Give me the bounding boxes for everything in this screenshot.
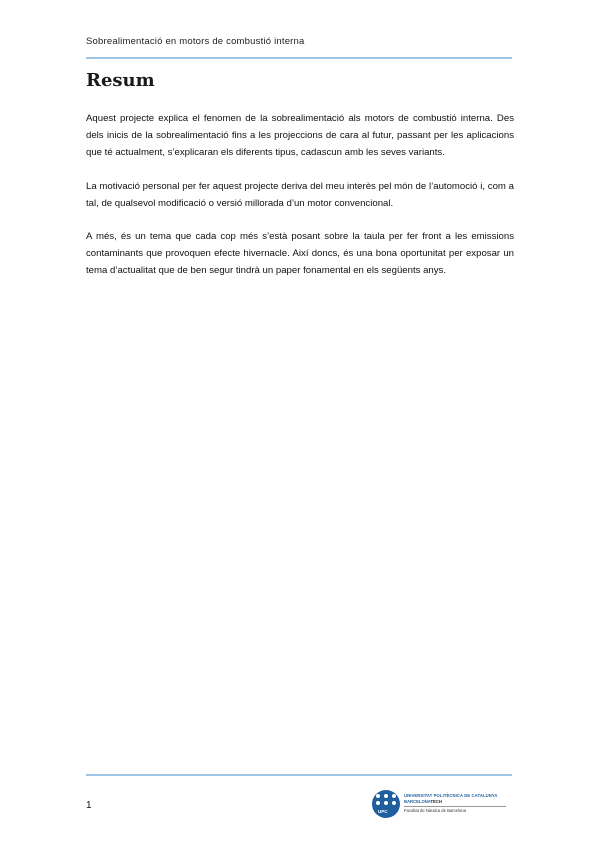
running-header: Sobrealimentació en motors de combustió interna [86,36,305,47]
paragraph-1: Aquest projecte explica el fenomen de la sobrealimentació als motors de combustió interna. Des dels inicis de la sobrealimentació fins a les projeccions de cara al futur, passant per les aplicacions que té actualment, s’explicaran els diferents tipus, cadascun amb les seves variants. [86,113,514,159]
city-name: BARCELONA [404,798,431,804]
abstract-body [86,110,514,296]
university-city-line [404,799,506,805]
logo-text [404,793,506,814]
tech-label: TECH [430,798,442,804]
footer-rule [86,774,512,776]
paragraph-2: La motivació personal per fer aquest projecte deriva del meu interès pel món de l’automoció i, com a tal, de qualsevol modificació o versió millorada d’un motor convencional. [86,180,514,209]
page-number: 1 [86,800,92,811]
university-name: UNIVERSITAT POLITÈCNICA DE CATALUNYA [404,793,498,798]
upc-emblem-icon [372,790,400,818]
logo-divider [404,806,506,807]
paragraph-3: A més, és un tema que cada cop més s’està posant sobre la taula per fer front a les emissions contaminants que provoquen efecte hivernacle. Així doncs, és una bona oportunitat per exposar un tema d’actualitat que de ben segur tindrà un paper fonamental en els següents anys. [86,231,514,277]
faculty-name: Facultat de Nàutica de Barcelona [404,808,466,814]
emblem-text: UPC [378,809,388,814]
header-rule [86,57,512,59]
section-title: Resum [86,70,155,91]
upc-logo [372,790,512,820]
